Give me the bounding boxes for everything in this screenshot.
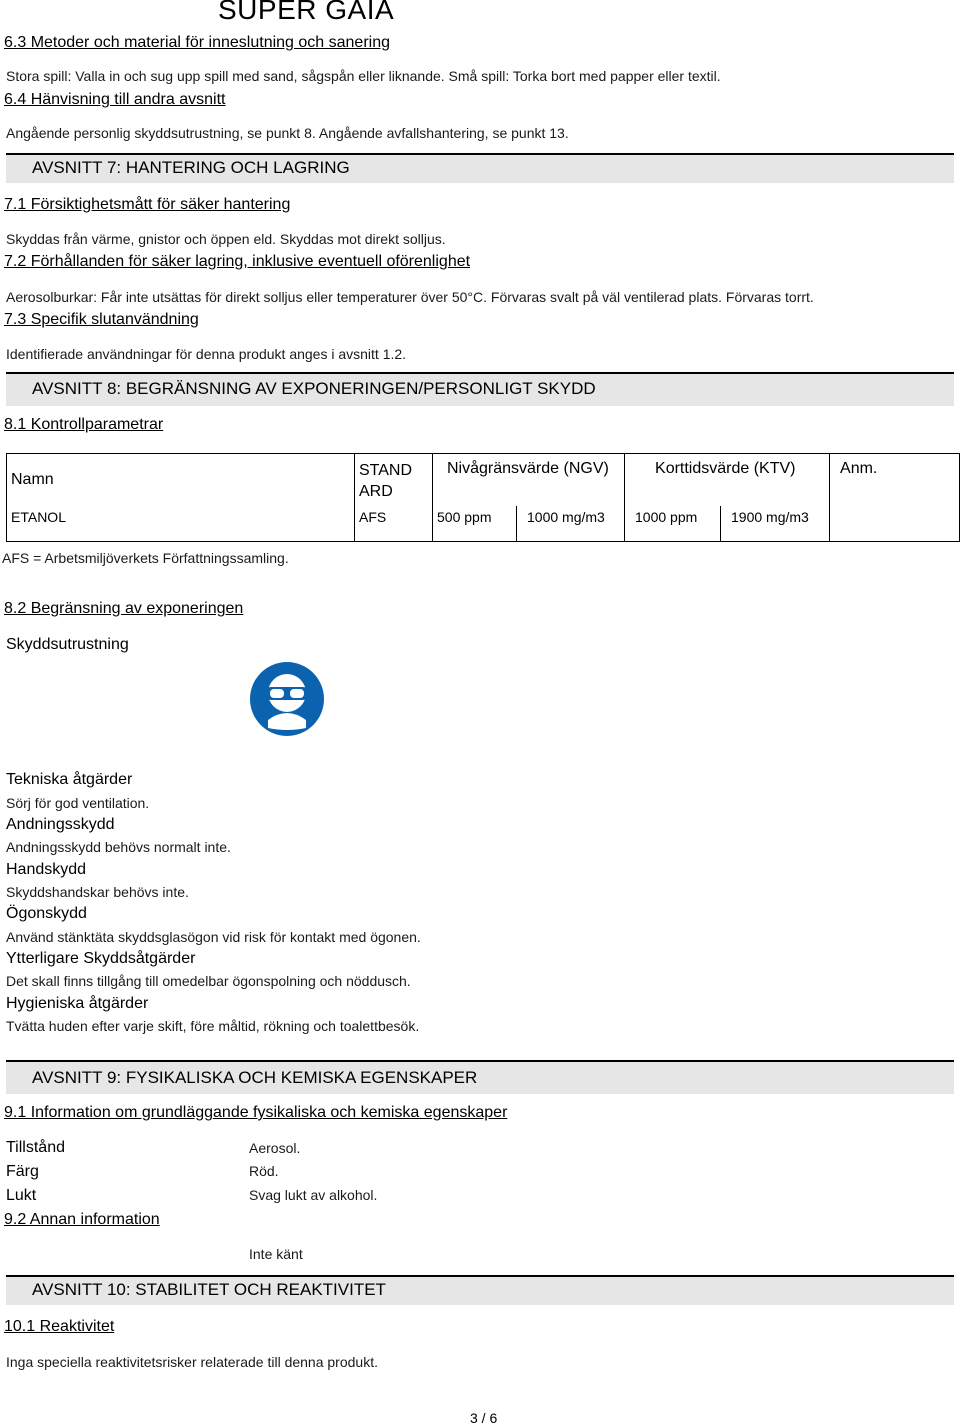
label-hygiene: Hygieniska åtgärder <box>6 995 149 1012</box>
section-7-header <box>6 153 954 183</box>
section-9-title: AVSNITT 9: FYSIKALISKA OCH KEMISKA EGENSKAPER <box>32 1068 478 1087</box>
text-respiratory: Andningsskydd behövs normalt inte. <box>6 839 231 855</box>
text-7-3: Identifierade användningar för denna produkt anges i avsnitt 1.2. <box>6 346 407 362</box>
col-name-header: Namn <box>7 454 355 507</box>
text-6-4: Angående personlig skyddsutrustning, se punkt 8. Angående avfallshantering, se punkt 13. <box>6 125 569 141</box>
section-9-header <box>6 1060 954 1094</box>
cell-ktv-ppm: 1000 ppm <box>625 506 721 542</box>
label-respiratory: Andningsskydd <box>6 816 115 833</box>
label-hand: Handskydd <box>6 861 87 878</box>
heading-8-2: 8.2 Begränsning av exponeringen <box>4 600 244 617</box>
section-8-title: AVSNITT 8: BEGRÄNSNING AV EXPONERINGEN/PERSONLIGT SKYDD <box>32 379 596 398</box>
cell-note <box>830 506 960 542</box>
text-hygiene: Tvätta huden efter varje skift, före måltid, rökning och toalettbesök. <box>6 1018 420 1034</box>
label-technical: Tekniska åtgärder <box>6 771 133 788</box>
text-7-2: Aerosolburkar: Får inte utsättas för direkt solljus eller temperaturer över 50°C. Förvaras svalt på väl ventilerad plats. Förvaras torrt. <box>6 289 814 305</box>
text-10-1: Inga speciella reaktivitetsrisker relaterade till denna produkt. <box>6 1354 378 1370</box>
prop-value-state: Aerosol. <box>249 1140 301 1156</box>
safety-goggles-mandatory-icon <box>248 660 326 738</box>
prop-label-color: Färg <box>6 1163 39 1180</box>
heading-6-3: 6.3 Metoder och material för inneslutning och sanering <box>4 34 390 51</box>
col-ngv-header: Nivågränsvärde (NGV) <box>433 454 625 507</box>
text-additional: Det skall finns tillgång till omedelbar ögonspolning och nöddusch. <box>6 973 411 989</box>
label-additional: Ytterligare Skyddsåtgärder <box>6 950 196 967</box>
text-7-1: Skyddas från värme, gnistor och öppen eld. Skyddas mot direkt solljus. <box>6 231 446 247</box>
prop-label-odour: Lukt <box>6 1187 37 1204</box>
brand-title: SUPER GAIA <box>218 0 395 25</box>
table-row <box>7 506 960 542</box>
heading-7-3: 7.3 Specifik slutanvändning <box>4 311 199 328</box>
heading-6-4: 6.4 Hänvisning till andra avsnitt <box>4 91 226 108</box>
prop-label-state: Tillstånd <box>6 1139 65 1156</box>
prop-value-odour: Svag lukt av alkohol. <box>249 1187 378 1203</box>
page-number: 3 / 6 <box>470 1410 498 1426</box>
prop-value-color: Röd. <box>249 1163 279 1179</box>
heading-7-2: 7.2 Förhållanden för säker lagring, inklusive eventuell oförenlighet <box>4 253 471 270</box>
text-6-3: Stora spill: Valla in och sug upp spill med sand, sågspån eller liknande. Små spill: Torka bort med papper eller textil. <box>6 68 721 84</box>
cell-ktv-mg: 1900 mg/m3 <box>721 506 830 542</box>
heading-7-1: 7.1 Försiktighetsmått för säker hantering <box>4 196 291 213</box>
afs-note: AFS = Arbetsmiljöverkets Författningssamling. <box>2 550 289 566</box>
col-ktv-header: Korttidsvärde (KTV) <box>625 454 830 507</box>
text-9-2: Inte känt <box>249 1246 303 1262</box>
heading-10-1: 10.1 Reaktivitet <box>4 1318 115 1335</box>
text-eye: Använd stänktäta skyddsglasögon vid risk för kontakt med ögonen. <box>6 929 421 945</box>
cell-standard: AFS <box>355 506 433 542</box>
protective-equipment-label: Skyddsutrustning <box>6 636 129 653</box>
col-note-header: Anm. <box>830 454 960 507</box>
text-technical: Sörj för god ventilation. <box>6 795 150 811</box>
col-standard-header: STAND ARD <box>355 454 433 507</box>
cell-name: ETANOL <box>7 506 355 542</box>
table-header-row <box>7 454 960 507</box>
section-10-title: AVSNITT 10: STABILITET OCH REAKTIVITET <box>32 1280 386 1299</box>
heading-8-1: 8.1 Kontrollparametrar <box>4 416 164 433</box>
section-7-title: AVSNITT 7: HANTERING OCH LAGRING <box>32 158 350 177</box>
text-hand: Skyddshandskar behövs inte. <box>6 884 189 900</box>
cell-ngv-ppm: 500 ppm <box>433 506 517 542</box>
label-eye: Ögonskydd <box>6 905 87 922</box>
exposure-limits-table <box>6 453 960 542</box>
section-8-header <box>6 372 954 406</box>
cell-ngv-mg: 1000 mg/m3 <box>517 506 625 542</box>
heading-9-2: 9.2 Annan information <box>4 1211 160 1228</box>
section-10-header <box>6 1275 954 1305</box>
heading-9-1: 9.1 Information om grundläggande fysikaliska och kemiska egenskaper <box>4 1104 508 1121</box>
